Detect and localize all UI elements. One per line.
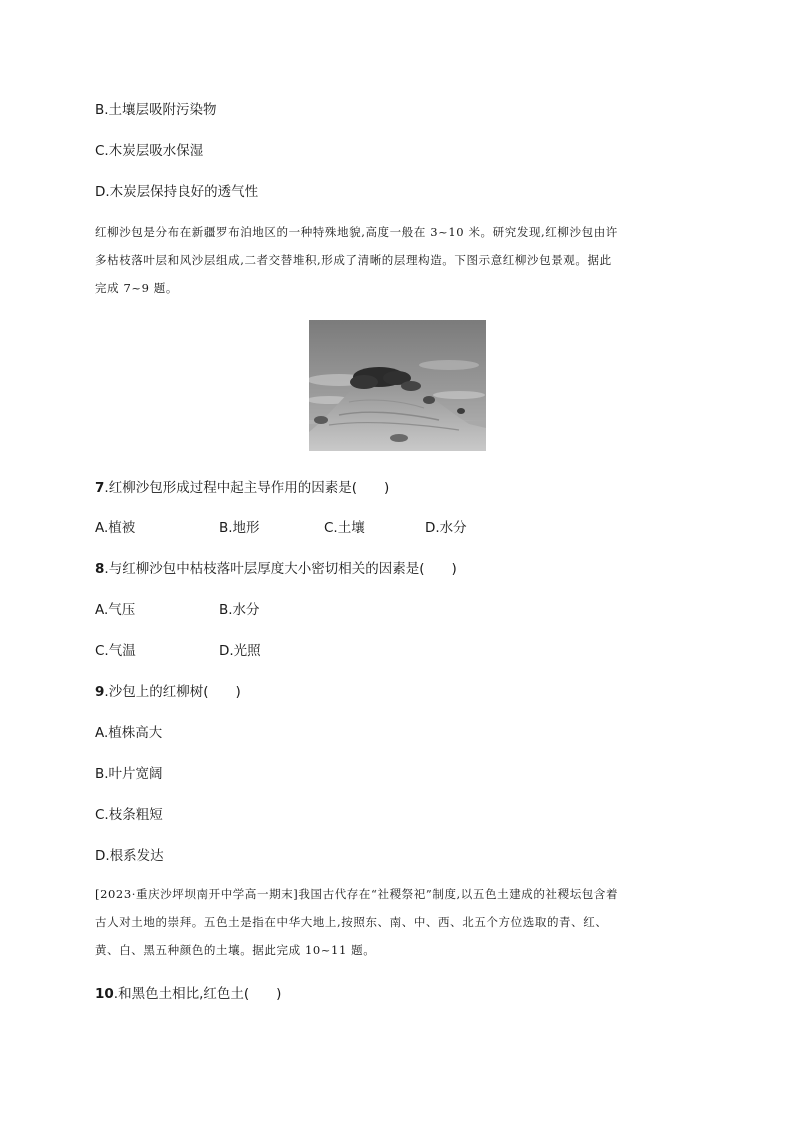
question-8-option-b: B.水分 <box>219 602 260 618</box>
intro-7-9-line-1: 红柳沙包是分布在新疆罗布泊地区的一种特殊地貌,高度一般在 3~10 米。研究发现,红柳沙包由许 <box>95 225 618 239</box>
question-9-option-d: D.根系发达 <box>95 848 164 864</box>
question-7-option-d: D.水分 <box>425 520 467 536</box>
intro-10-11-line-3: 黄、白、黑五种颜色的土壤。据此完成 10~11 题。 <box>95 943 376 957</box>
intro-7-9-line-3: 完成 7~9 题。 <box>95 281 178 295</box>
intro-7-9 <box>95 218 695 302</box>
option-d-prev: D.木炭层保持良好的透气性 <box>95 184 259 200</box>
question-10-number: 10 <box>95 986 114 1002</box>
question-7-number: 7 <box>95 480 105 496</box>
question-7-option-a: A.植被 <box>95 520 136 536</box>
tamarisk-mound-photo <box>309 320 486 451</box>
question-9-number: 9 <box>95 684 105 700</box>
question-8-option-c: C.气温 <box>95 643 136 659</box>
question-8 <box>95 560 457 578</box>
question-8-number: 8 <box>95 561 105 577</box>
option-c-prev: C.木炭层吸水保湿 <box>95 143 204 159</box>
question-7 <box>95 479 389 497</box>
intro-10-11-line-2: 古人对土地的崇拜。五色土是指在中华大地上,按照东、南、中、西、北五个方位选取的青、红、 <box>95 915 608 929</box>
question-9 <box>95 683 241 701</box>
question-8-option-d: D.光照 <box>219 643 261 659</box>
question-7-option-b: B.地形 <box>219 520 260 536</box>
question-10 <box>95 985 281 1003</box>
option-b-prev: B.土壤层吸附污染物 <box>95 102 217 118</box>
question-9-option-c: C.枝条粗短 <box>95 807 163 823</box>
intro-10-11-line-1: [2023·重庆沙坪坝南开中学高一期末]我国古代存在“社稷祭祀”制度,以五色土建成的社稷坛包含着 <box>95 887 619 901</box>
question-9-option-b: B.叶片宽阔 <box>95 766 163 782</box>
intro-10-11 <box>95 880 695 964</box>
question-8-text: .与红柳沙包中枯枝落叶层厚度大小密切相关的因素是( ) <box>104 561 457 577</box>
question-7-text: .红柳沙包形成过程中起主导作用的因素是( ) <box>104 480 390 496</box>
question-10-text: .和黑色土相比,红色土( ) <box>113 986 282 1002</box>
intro-7-9-line-2: 多枯枝落叶层和风沙层组成,二者交替堆积,形成了清晰的层理构造。下图示意红柳沙包景观。据此 <box>95 253 612 267</box>
question-7-option-c: C.土壤 <box>324 520 365 536</box>
question-9-text: .沙包上的红柳树( ) <box>104 684 241 700</box>
question-9-option-a: A.植株高大 <box>95 725 163 741</box>
question-8-option-a: A.气压 <box>95 602 136 618</box>
